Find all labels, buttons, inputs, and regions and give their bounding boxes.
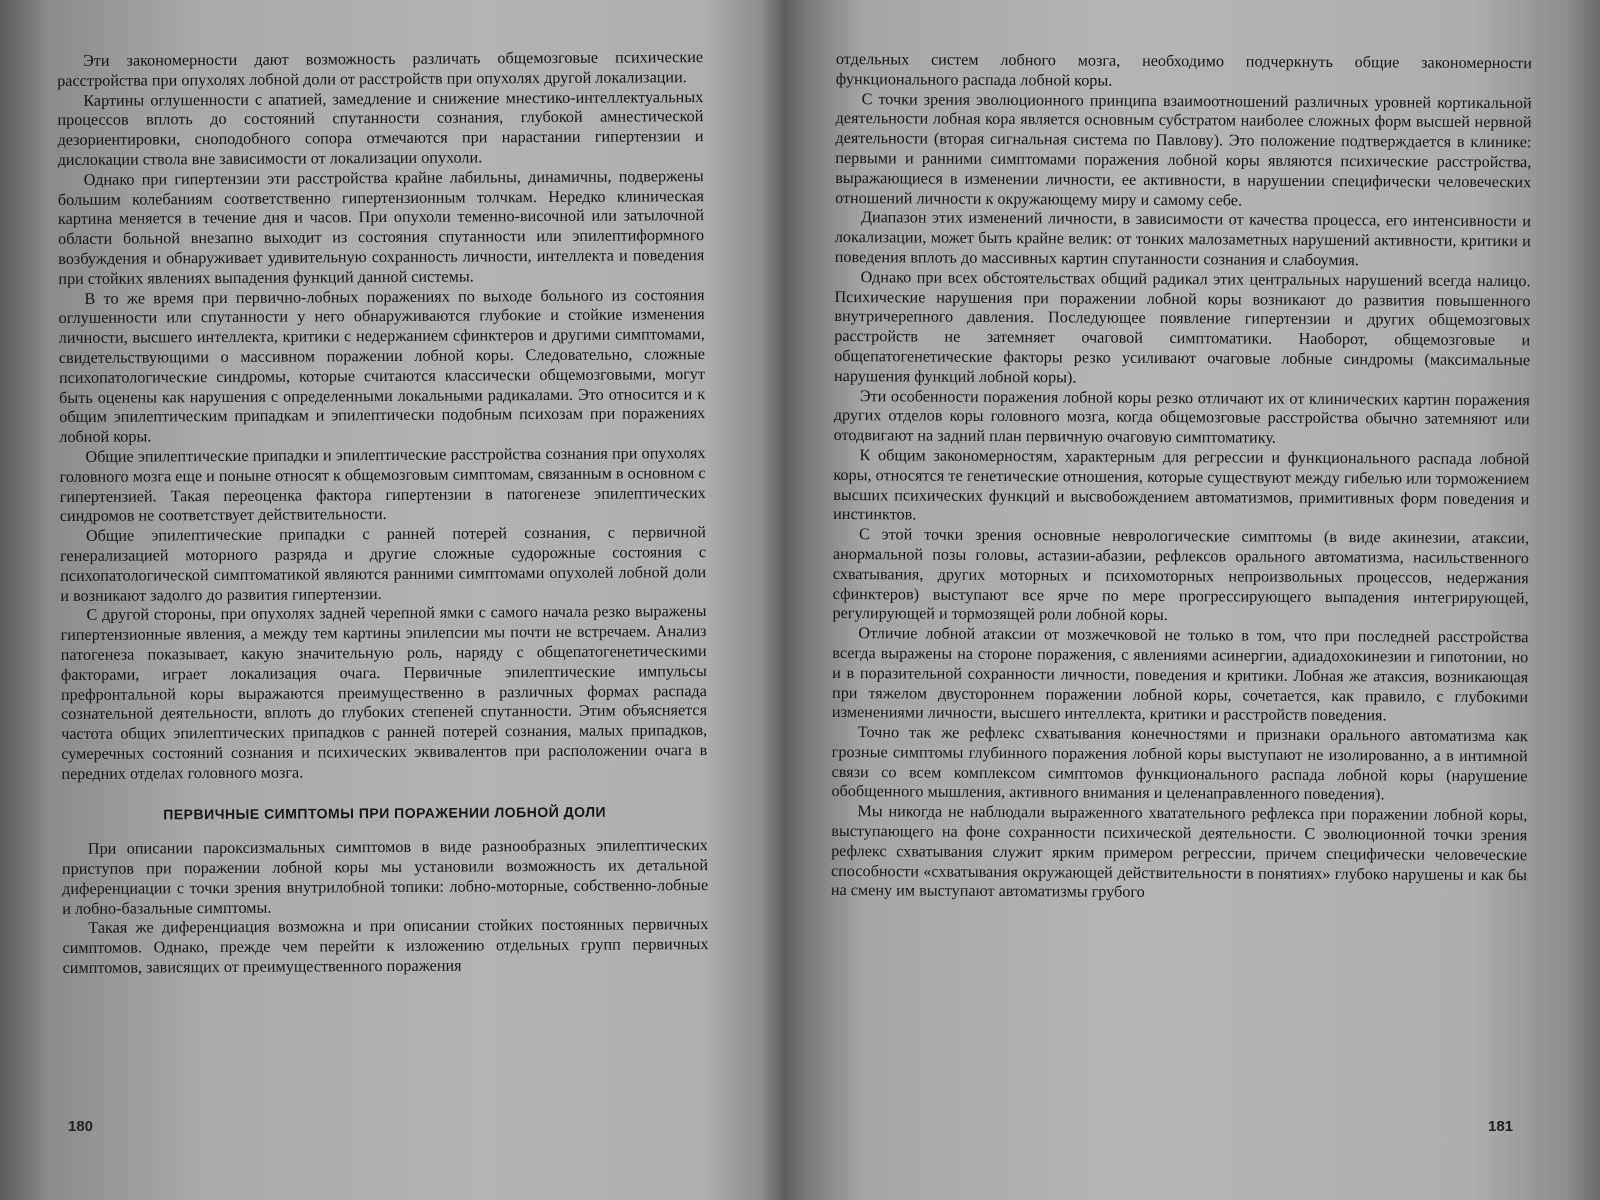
paragraph: При описании пароксизмальных симптомов в виде разнообразных эпилептических приступов при поражении лобной коры мы установили возможность их детальной диференциации с точки зрения внутрилобной топики: лобно-моторные, собственно-лобные и лобно-базальные симптомы. xyxy=(61,836,709,918)
right-page xyxy=(790,0,1600,1200)
right-text-block xyxy=(831,50,1532,906)
paragraph: Эти особенности поражения лобной коры резко отличают их от клинических картин поражения других отделов коры головного мозга, когда общемозговые расстройства обычно затемняют или отодвигают на задний план первичную очаговую симптоматику. xyxy=(833,386,1530,447)
paragraph: Картины оглушенности с апатией, замедление и снижение мнестико-интеллектуальных процессов вплоть до состояний спутанности сознания, глубокой амнестической дезориентировки, сноподобного сопора отмечаются при нарастании гипертензии и дислокации ствола вне зависимости от локализации опухоли. xyxy=(57,87,704,169)
paragraph: В то же время при первично-лобных поражениях по выходе больного из состояния оглушенности или спутанности у него обнаруживаются глубокие и стойкие изменения личности, высшего интеллекта, критики с недержанием сфинктеров и другими симптомами, свидетельствующими о массивном поражении лобной коры. Следовательно, сложные психопатологические синдромы, которые считаются классически общемозговыми, могут быть оценены как нарушения с определенными локальными радикалами. Это относится и к общим эпилептическим припадкам и эпилептически подобным психозам при поражениях лобной коры. xyxy=(58,285,706,447)
paragraph: Общие эпилептические припадки с ранней потерей сознания, с первичной генерализацией моторного разряда и другие сложные судорожные состояния с психопатологической симптоматикой являются ранними симптомами опухолей лобной доли и возникают задолго до развития гипертензии. xyxy=(60,523,707,605)
paragraph: К общим закономерностям, характерным для регрессии и функционального распада лобной коры, относятся те генетические отношения, которые существуют между гибелью или торможением высших психических функций и высвобождением автоматизмов, примитивных форм поведения и инстинктов. xyxy=(833,446,1530,524)
section-heading: ПЕРВИЧНЫЕ СИМПТОМЫ ПРИ ПОРАЖЕНИИ ЛОБНОЙ ДОЛИ xyxy=(163,804,607,823)
paragraph: Мы никогда не наблюдали выраженного хватательного рефлекса при поражении лобной коры, выступающего на фоне сохранности психической деятельности. С эволюционной точки зрения рефлекс схватывания служит ярким примером регрессии, причем специфически человеческие способности «схватывания окружающей действительности в понятиях» глубоко нарушены и как бы на смену им выступают автоматизмы грубого xyxy=(830,802,1528,902)
paragraph: Отличие лобной атаксии от мозжечковой не только в том, что при последней расстройства всегда выражены на стороне поражения, с явлениями асинергии, адиадохокинезии и гипотонии, но и в поразительной сохранности личности, поведения и критики. Лобная же атаксия, возникающая при тяжелом двустороннем поражении лобной коры, сочетается, как правило, с глубокими изменениями личности, высшего интеллекта, критики и расстройств поведения. xyxy=(831,624,1529,725)
paragraph: Такая же диференциация возможна и при описании стойких постоянных первичных симптомов. Однако, прежде чем перейти к изложению отдельных групп первичных симптомов, зависящих от преимущественного поражения xyxy=(62,915,709,978)
paragraph: С точки зрения эволюционного принципа взаимоотношений различных уровней кортикальной деятельности лобная кора является основным субстратом наиболее сложных форм высшей нервной деятельности (вторая сигнальная система по Павлову). Это положение подтверждается в клинике: первыми и ранними симптомами поражения лобной коры являются психические расстройства, выражающиеся в изменении личности, ее активности, в нарушении специфически человеческих отношений личности к окружающему миру и самому себе. xyxy=(835,89,1532,210)
page-number-right: 181 xyxy=(1488,1118,1514,1135)
paragraph: Диапазон этих изменений личности, в зависимости от качества процесса, его интенсивности и локализации, может быть крайне велик: от тонких малозаметных нарушений активности, критики и поведения вплоть до массивных картин спутанности сознания и слабоумия. xyxy=(834,208,1532,270)
paragraph: Общие эпилептические припадки и эпилептические расстройства сознания при опухолях головного мозга еще и поныне относят к общемозговым симптомам, связанным в основном с гипертензией. Такая переоценка фактора гипертензии в патогенезе эпилептических синдромов не соответствует действительности. xyxy=(59,443,706,526)
paragraph: С другой стороны, при опухолях задней черепной ямки с самого начала резко выражены гипертензионные явления, а между тем картины эпилепсии мы почти не встречаем. Анализ патогенеза показывает, какую значительную роль, наряду с общепатогенетическими факторами, играет локализация очага. Первичные эпилептические импульсы префронтальной коры выражаются преимущественно в различных формах распада сознательной деятельности, вплоть до глубоких степеней спутанности. Этим объясняется частота общих эпилептических припадков с ранней потерей сознания, малых припадков, сумеречных состояний сознания и психических эквивалентов при расположении очага в передних отделах головного мозга. xyxy=(60,602,708,783)
paragraph: С этой точки зрения основные неврологические симптомы (в виде акинезии, атаксии, анормальной позы головы, астазии-абазии, рефлексов орального автоматизма, насильственного схватывания, других моторных и психомоторных непроизвольных процессов, недержания сфинктеров) выступают все ярче по мере прогрессирующего выпадения интегрирующей, регулирующей и тормозящей роли лобной коры. xyxy=(832,525,1530,625)
paragraph: Однако при гипертензии эти расстройства крайне лабильны, динамичны, подвержены большим колебаниям соответственно гипертензионным толчкам. Нередко клиническая картина меняется в течение дня и часов. При опухоли теменно-височной или затылочной области больной внезапно выходит из состояния спутанности или эпилептиформного возбуждения и обнаруживает удивительную сохранность личности, интеллекта и поведения при стойких явлениях выпадения функций данной системы. xyxy=(57,166,705,288)
paragraph: Однако при всех обстоятельствах общий радикал этих центральных нарушений всегда налицо. Психические нарушения при поражении лобной коры возникают до развития повышенного внутричерепного давления. Последующее появление гипертензии и других общемозговых расстройств не затемняет очаговой симптоматики. Наоборот, общемозговые и общепатогенетические факторы резко усиливают очаговые лобные синдромы (максимальные нарушения функций лобной коры). xyxy=(833,267,1531,387)
page-number-left: 180 xyxy=(68,1118,94,1135)
left-text-block xyxy=(57,48,709,979)
paragraph-continuation: отдельных систем лобного мозга, необходимо подчеркнуть общие закономерности функционального распада лобной коры. xyxy=(835,50,1532,90)
left-page xyxy=(0,0,780,1200)
paragraph: Эти закономерности дают возможность различать общемозговые психические расстройства при опухолях лобной доли от расстройств при опухолях другой локализации. xyxy=(57,48,704,90)
paragraph: Точно так же рефлекс схватывания конечностями и признаки орального автоматизма как грозные симптомы глубинного поражения лобной коры выступают не изолированно, а в интимной связи со всем комплексом симптомов функционального распада лобной коры (нарушение обобщенного мышления, активного внимания и целенаправленного поведения). xyxy=(831,723,1528,804)
